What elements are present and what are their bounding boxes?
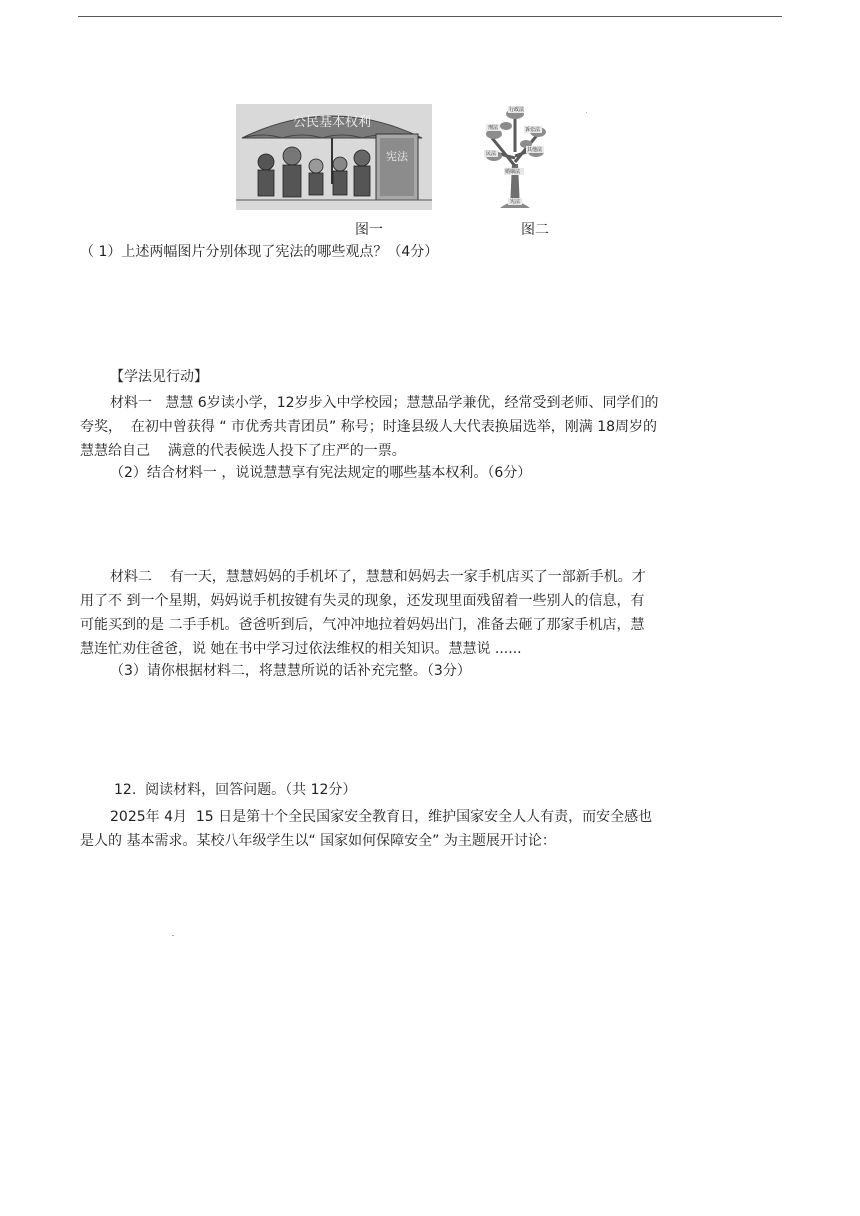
- umbrella-label: 公民基本权利: [292, 115, 372, 130]
- figure-one-caption: 图一: [355, 222, 383, 238]
- material-2-line-2: 用了不 到一个星期，妈妈说手机按键有失灵的现象，还发现里面残留着一些别人的信息，有: [80, 593, 645, 609]
- figure-two-image: [480, 104, 550, 208]
- tree-label-1: 行政法: [509, 107, 525, 113]
- material-2-line-4: 慧连忙劝住爸爸，说 她在书中学习过依法维权的相关知识。慧慧说 ......: [80, 641, 522, 657]
- tree-label-4: 民法: [486, 151, 497, 157]
- material-1-line-3: 慧慧给自己 满意的代表候选人投下了庄严的一票。: [80, 443, 406, 459]
- tree-label-3: 诉讼法: [525, 127, 541, 133]
- question-1: （ 1）上述两幅图片分别体现了宪法的哪些观点？（4分）: [80, 244, 439, 260]
- section-title: 【学法见行动】: [110, 369, 208, 385]
- tree-label-6: 婚姻法: [505, 169, 521, 175]
- header-rule: [78, 16, 782, 17]
- material-2-line-1: 材料二 有一天，慧慧妈妈的手机坏了，慧慧和妈妈去一家手机店买了一部新手机。才: [110, 569, 646, 585]
- tree-label-5: 其他法: [527, 147, 543, 153]
- question-2: （2）结合材料一 ，说说慧慧享有宪法规定的哪些基本权利。（6分）: [110, 465, 532, 481]
- question-12-text-line-2: 是人的 基本需求。某校八年级学生以“ 国家如何保障安全” 为主题展开讨论：: [80, 833, 556, 849]
- book-label: 宪法: [386, 150, 408, 163]
- speck-mark: [586, 112, 587, 113]
- umbrella-cartoon: [236, 104, 432, 210]
- figure-one-image: [236, 104, 432, 210]
- question-3: （3）请你根据材料二，将慧慧所说的话补充完整。（3分）: [110, 663, 471, 679]
- tree-label-7: 宪法: [510, 199, 521, 205]
- question-12-text-line-1: 2025年 4月 15 日是第十个全民国家安全教育日，维护国家安全人人有责，而安全感也: [110, 809, 653, 825]
- law-tree: [480, 104, 550, 208]
- tree-label-2: 刑法: [488, 125, 499, 131]
- figure-two-caption: 图二: [521, 222, 549, 238]
- question-12-heading: 12. 阅读材料，回答问题。（共 12分）: [114, 782, 357, 798]
- speck-mark-2: [172, 935, 174, 936]
- material-2-line-3: 可能买到的是 二手手机。爸爸听到后，气冲冲地拉着妈妈出门，准备去砸了那家手机店，慧: [80, 617, 645, 633]
- material-1-line-2: 夸奖， 在初中曾获得 “ 市优秀共青团员” 称号；时逢县级人大代表换届选举，刚满 18周岁的: [80, 419, 658, 435]
- material-1-line-1: 材料一 慧慧 6岁读小学，12岁步入中学校园；慧慧品学兼优，经常受到老师、同学们的: [110, 395, 659, 411]
